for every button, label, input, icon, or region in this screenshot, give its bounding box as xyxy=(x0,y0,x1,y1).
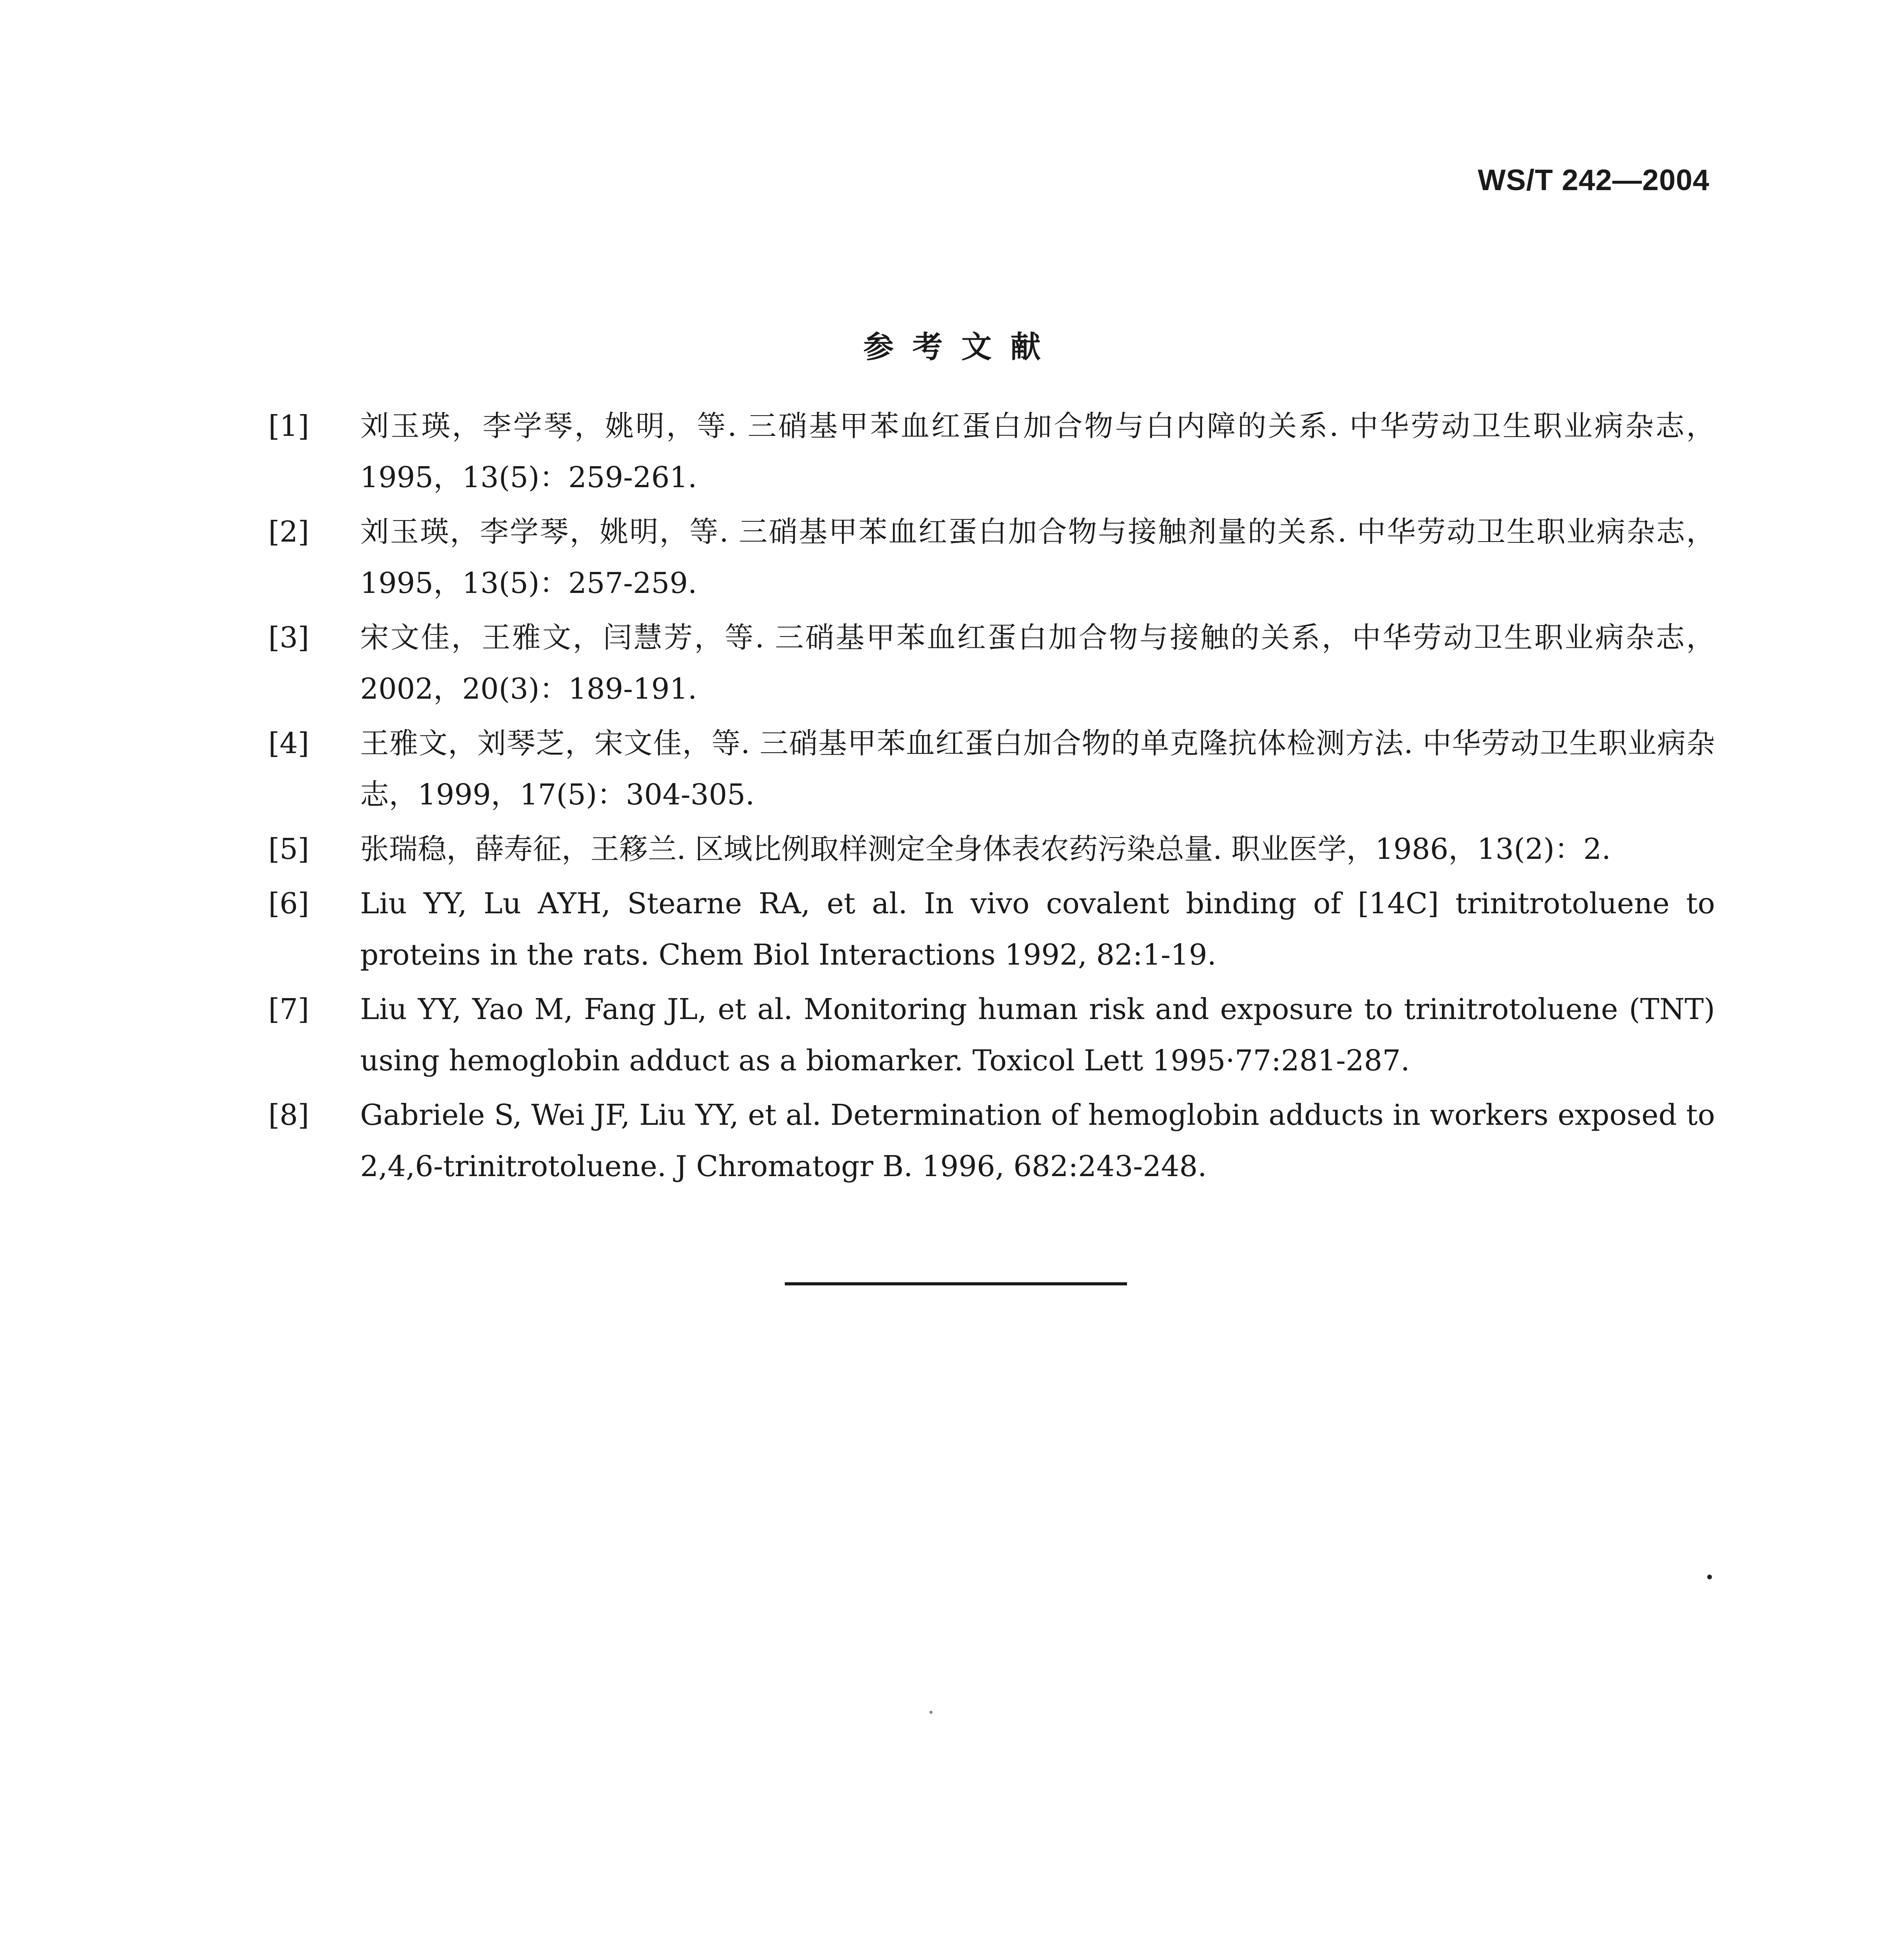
reference-text: 刘玉瑛，李学琴，姚明，等. 三硝基甲苯血红蛋白加合物与接触剂量的关系. 中华劳动卫生职业病杂志，1995，13(5)：257-259. xyxy=(360,515,1715,600)
reference-number: [7] xyxy=(268,993,309,1026)
reference-number: [8] xyxy=(268,1098,309,1132)
reference-number: [3] xyxy=(268,621,309,654)
reference-item xyxy=(268,506,1715,609)
reference-text: 王雅文，刘琴芝，宋文佳，等. 三硝基甲苯血红蛋白加合物的单克隆抗体检测方法. 中华劳动卫生职业病杂志，1999，17(5)：304-305. xyxy=(360,727,1715,811)
reference-number: [5] xyxy=(268,832,309,866)
reference-list xyxy=(268,400,1715,1195)
reference-number: [2] xyxy=(268,515,309,549)
reference-item xyxy=(268,612,1715,715)
reference-number: [4] xyxy=(268,727,309,760)
reference-item xyxy=(268,823,1715,875)
reference-item xyxy=(268,878,1715,981)
reference-item xyxy=(268,1089,1715,1192)
reference-text: 宋文佳，王雅文，闫慧芳，等. 三硝基甲苯血红蛋白加合物与接触的关系，中华劳动卫生职业病杂志，2002，20(3)：189-191. xyxy=(360,621,1715,706)
reference-text: 张瑞稳，薛寿征，王簃兰. 区域比例取样测定全身体表农药污染总量. 职业医学，1986，13(2)：2. xyxy=(360,832,1611,866)
reference-item xyxy=(268,400,1715,503)
scan-speck xyxy=(929,1711,933,1714)
scan-speck xyxy=(1707,1575,1712,1579)
reference-number: [6] xyxy=(268,887,309,920)
reference-text: 刘玉瑛，李学琴，姚明，等. 三硝基甲苯血红蛋白加合物与白内障的关系. 中华劳动卫生职业病杂志，1995，13(5)：259-261. xyxy=(360,409,1715,494)
reference-item xyxy=(268,718,1715,820)
standard-code: WS/T 242—2004 xyxy=(1478,164,1710,197)
end-rule xyxy=(785,1282,1127,1285)
reference-text: Gabriele S, Wei JF, Liu YY, et al. Determination of hemoglobin adducts in workers exposed to 2,4,6-trinitrotoluene. J Chromatogr B. 1996, 682:243-248. xyxy=(360,1098,1715,1183)
reference-number: [1] xyxy=(268,409,309,443)
reference-text: Liu YY, Lu AYH, Stearne RA, et al. In vivo covalent binding of [14C] trinitrotoluene to proteins in the rats. Chem Biol Interactions 1992, 82:1-19. xyxy=(360,887,1715,972)
reference-item xyxy=(268,984,1715,1086)
references-title: 参考文献 xyxy=(863,329,1059,365)
reference-text: Liu YY, Yao M, Fang JL, et al. Monitoring human risk and exposure to trinitrotoluene (TNT) using hemoglobin adduct as a biomarker. Toxicol Lett 1995·77:281-287. xyxy=(360,993,1715,1077)
